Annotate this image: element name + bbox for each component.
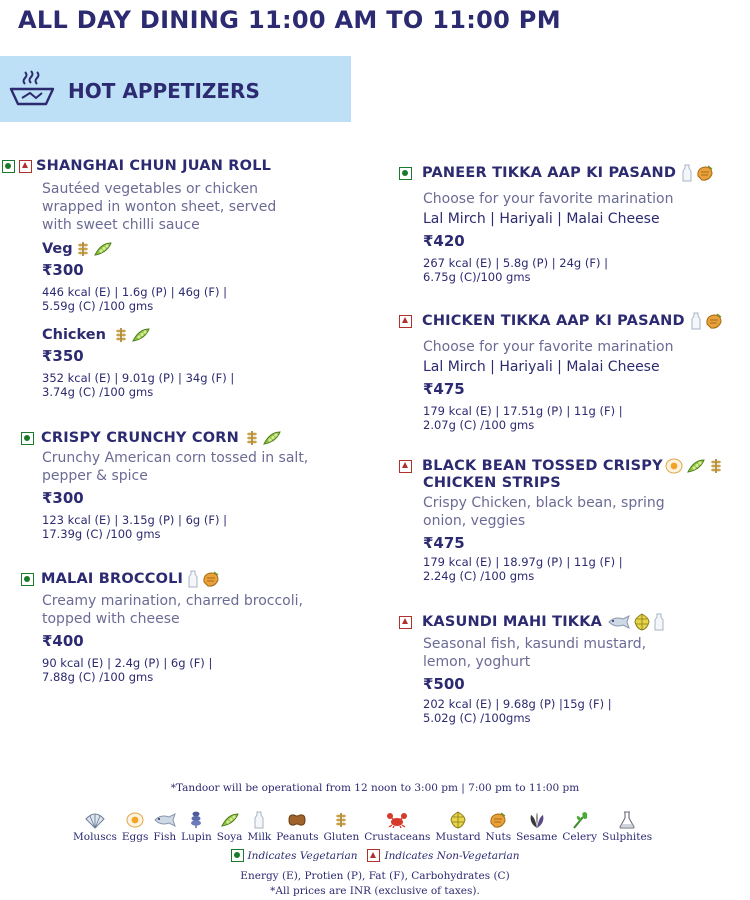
- gluten-icon: [334, 812, 348, 828]
- legend-mustard: Mustard: [435, 810, 480, 843]
- section-title: HOT APPETIZERS: [68, 79, 260, 103]
- soya-icon: [220, 812, 240, 828]
- nutrition-info: 202 kcal (E) | 9.68g (P) |15g (F) | 5.02g (C) /100gms: [423, 697, 612, 725]
- fish-icon: [154, 813, 176, 827]
- menu-item-crispy-crunchy-corn: [21, 430, 351, 541]
- lupin-icon: [189, 810, 203, 829]
- item-price: ₹475: [423, 380, 465, 398]
- menu-item-kasundi-mahi-tikka: [399, 613, 749, 725]
- item-description: Crunchy American corn tossed in salt, pepper & spice: [42, 450, 309, 484]
- price-note: *All prices are INR (exclusive of taxes).: [270, 885, 480, 897]
- soya-icon: [93, 241, 113, 257]
- marination-options: Lal Mirch | Hariyali | Malai Cheese: [423, 211, 660, 227]
- fish-icon: [608, 615, 630, 629]
- nutrition-info: 123 kcal (E) | 3.15g (P) | 6g (F) | 17.39g (C) /100 gms: [42, 513, 227, 541]
- crustaceans-icon: [386, 812, 408, 828]
- milk-icon: [682, 164, 692, 182]
- nutrition-info: 446 kcal (E) | 1.6g (P) | 46g (F) | 5.59g (C) /100 gms: [42, 285, 227, 313]
- nutrition-info: 90 kcal (E) | 2.4g (P) | 6g (F) | 7.88g (C) /100 gms: [42, 656, 213, 684]
- item-description: Choose for your favorite marination: [423, 191, 674, 207]
- item-price: ₹300: [42, 261, 84, 279]
- legend-peanuts: Peanuts: [276, 810, 318, 843]
- variant-label: Veg: [42, 241, 352, 257]
- tandoor-note: *Tandoor will be operational from 12 noon to 3:00 pm | 7:00 pm to 11:00 pm: [170, 782, 580, 794]
- peanuts-icon: [287, 813, 307, 827]
- section-header: [0, 56, 351, 122]
- soya-icon: [262, 430, 282, 446]
- serving-dish-icon: [8, 68, 56, 108]
- nutrition-info: 179 kcal (E) | 18.97g (P) | 11g (F) | 2.24g (C) /100 gms: [423, 555, 623, 583]
- legend-lupin: Lupin: [181, 810, 212, 843]
- gluten-icon: [245, 430, 259, 446]
- veg-indicator-icon: [21, 573, 34, 586]
- menu-item-paneer-tikka-aap-ki-pasand: [399, 164, 749, 284]
- milk-icon: [691, 312, 701, 330]
- legend-soya: Soya: [217, 810, 243, 843]
- item-name: CRISPY CRUNCHY CORN: [41, 430, 239, 446]
- marination-options: Lal Mirch | Hariyali | Malai Cheese: [423, 359, 660, 375]
- legend-gluten: Gluten: [324, 810, 360, 843]
- menu-item-chicken-tikka-aap-ki-pasand: [399, 312, 749, 432]
- nonveg-indicator-icon: [367, 849, 380, 862]
- eggs-icon: [126, 812, 144, 828]
- item-name: PANEER TIKKA AAP KI PASAND: [422, 165, 677, 181]
- nuts-icon: [201, 570, 221, 588]
- legend-sesame: Sesame: [516, 810, 557, 843]
- veg-indicator-icon: [21, 432, 34, 445]
- nuts-icon: [695, 164, 715, 182]
- item-description: Seasonal fish, kasundi mustard, lemon, yoghurt: [423, 636, 647, 670]
- nutrition-info: 179 kcal (E) | 17.51g (P) | 11g (F) | 2.07g (C) /100 gms: [423, 404, 623, 432]
- nutrition-info: 267 kcal (E) | 5.8g (P) | 24g (F) | 6.75g (C)/100 gms: [423, 256, 608, 284]
- gluten-icon: [709, 458, 723, 474]
- item-price: ₹400: [42, 632, 84, 650]
- veg-indicator-icon: [2, 160, 15, 173]
- nonveg-indicator-icon: [19, 160, 32, 173]
- eggs-icon: [665, 458, 683, 474]
- menu-item-shanghai-chun-juan-roll: [2, 158, 352, 399]
- soya-icon: [131, 327, 151, 343]
- legend-fish: Fish: [153, 810, 176, 843]
- item-name: KASUNDI MAHI TIKKA: [422, 614, 603, 630]
- nuts-icon: [488, 811, 508, 829]
- mustard-icon: [633, 613, 651, 631]
- item-price: ₹350: [42, 347, 84, 365]
- veg-indicator-icon: [231, 849, 244, 862]
- soya-icon: [686, 458, 706, 474]
- item-price: ₹500: [423, 675, 465, 693]
- energy-note: Energy (E), Protien (P), Fat (F), Carbohydrates (C): [240, 870, 510, 882]
- milk-icon: [254, 811, 264, 829]
- milk-icon: [654, 613, 664, 631]
- item-name: BLACK BEAN TOSSED CRISPY: [422, 458, 663, 474]
- moluscs-icon: [85, 811, 105, 829]
- gluten-icon: [76, 241, 90, 257]
- item-price: ₹300: [42, 489, 84, 507]
- gluten-icon: [114, 327, 128, 343]
- legend-sulphites: Sulphites: [602, 810, 652, 843]
- item-name-continued: CHICKEN STRIPS: [423, 475, 561, 491]
- legend-nuts: Nuts: [486, 810, 512, 843]
- item-name: MALAI BROCCOLI: [41, 571, 184, 587]
- menu-item-malai-broccoli: [21, 570, 351, 684]
- item-name: SHANGHAI CHUN JUAN ROLL: [36, 158, 272, 174]
- diet-indicators: [0, 849, 750, 862]
- legend-milk: Milk: [247, 810, 271, 843]
- item-name: CHICKEN TIKKA AAP KI PASAND: [422, 313, 685, 329]
- celery-icon: [571, 811, 589, 829]
- nutrition-info: 352 kcal (E) | 9.01g (P) | 34g (F) | 3.74g (C) /100 gms: [42, 371, 235, 399]
- item-description: Choose for your favorite marination: [423, 339, 674, 355]
- item-description: Sautéed vegetables or chicken wrapped in wonton sheet, served with sweet chilli sauce: [42, 181, 277, 233]
- nonveg-indicator-icon: [399, 616, 412, 629]
- legend-crustaceans: Crustaceans: [364, 810, 430, 843]
- sesame-icon: [527, 811, 547, 829]
- item-description: Crispy Chicken, black bean, spring onion, veggies: [423, 495, 665, 529]
- veg-note: Indicates Vegetarian: [247, 849, 358, 862]
- nonveg-note: Indicates Non-Vegetarian: [384, 849, 520, 862]
- legend-eggs: Eggs: [122, 810, 149, 843]
- mustard-icon: [449, 811, 467, 829]
- sulphites-icon: [618, 811, 636, 829]
- nuts-icon: [704, 312, 724, 330]
- page-title: ALL DAY DINING 11:00 AM TO 11:00 PM: [18, 6, 561, 34]
- variant-label: Chicken: [42, 327, 352, 343]
- veg-indicator-icon: [399, 167, 412, 180]
- nonveg-indicator-icon: [399, 460, 412, 473]
- legend-moluscs: Moluscs: [73, 810, 117, 843]
- legend-celery: Celery: [562, 810, 597, 843]
- nonveg-indicator-icon: [399, 315, 412, 328]
- milk-icon: [188, 570, 198, 588]
- allergen-legend: [73, 810, 657, 843]
- menu-item-black-bean-tossed-crispy-chicken-strips: [399, 458, 749, 583]
- item-price: ₹420: [423, 232, 465, 250]
- item-price: ₹475: [423, 534, 465, 552]
- item-description: Creamy marination, charred broccoli, topped with cheese: [42, 593, 303, 627]
